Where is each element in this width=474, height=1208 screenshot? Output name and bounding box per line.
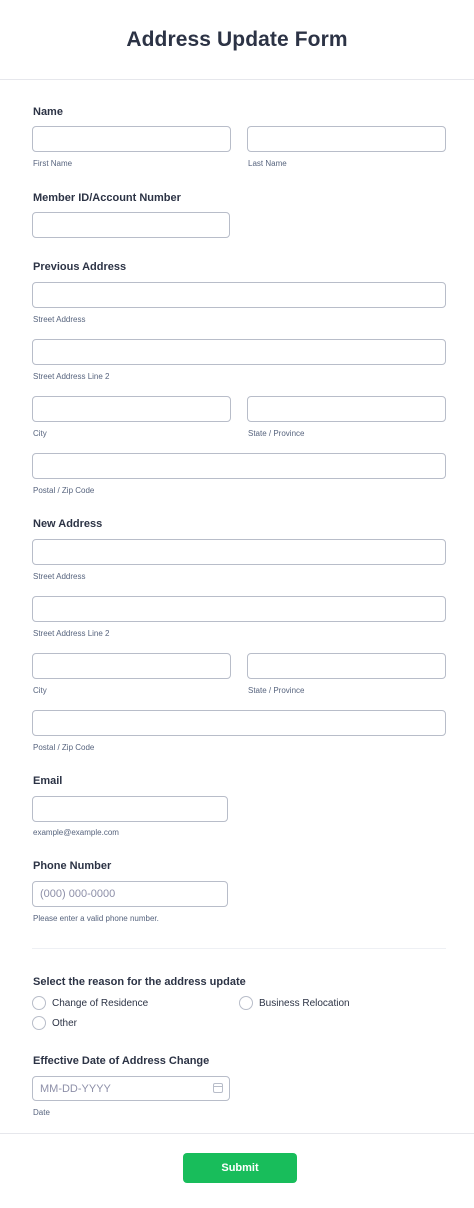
phone-sublabel: Please enter a valid phone number. <box>33 914 159 923</box>
previous-street-sublabel: Street Address <box>33 315 86 324</box>
new-street2-input[interactable] <box>32 596 446 622</box>
new-street2-sublabel: Street Address Line 2 <box>33 629 110 638</box>
phone-label: Phone Number <box>33 860 112 872</box>
previous-postal-input[interactable] <box>32 453 446 479</box>
email-input[interactable] <box>32 796 228 822</box>
member-id-input[interactable] <box>32 212 230 238</box>
radio-label: Business Relocation <box>259 997 350 1009</box>
name-label: Name <box>33 106 63 118</box>
new-address-label: New Address <box>33 518 103 530</box>
calendar-icon[interactable] <box>213 1083 223 1093</box>
effective-date-label: Effective Date of Address Change <box>33 1055 210 1067</box>
reason-label: Select the reason for the address update <box>33 976 246 988</box>
form-title: Address Update Form <box>126 27 348 51</box>
previous-state-input[interactable] <box>247 396 446 422</box>
date-sublabel: Date <box>33 1108 50 1117</box>
radio-circle[interactable] <box>239 996 253 1010</box>
date-field[interactable] <box>32 1076 230 1101</box>
first-name-input[interactable] <box>32 126 231 152</box>
member-id-label: Member ID/Account Number <box>33 192 181 204</box>
new-state-input[interactable] <box>247 653 446 679</box>
previous-city-sublabel: City <box>33 429 47 438</box>
new-postal-input[interactable] <box>32 710 446 736</box>
section-divider <box>32 948 446 949</box>
last-name-sublabel: Last Name <box>248 159 287 168</box>
radio-circle[interactable] <box>32 996 46 1010</box>
new-street-sublabel: Street Address <box>33 572 86 581</box>
new-street-input[interactable] <box>32 539 446 565</box>
submit-button[interactable]: Submit <box>183 1153 297 1183</box>
previous-street-input[interactable] <box>32 282 446 308</box>
date-input[interactable] <box>32 1076 230 1101</box>
previous-city-input[interactable] <box>32 396 231 422</box>
new-city-input[interactable] <box>32 653 231 679</box>
previous-address-label: Previous Address <box>33 261 127 273</box>
email-label: Email <box>33 775 63 787</box>
footer-divider <box>0 1133 474 1134</box>
previous-postal-sublabel: Postal / Zip Code <box>33 486 95 495</box>
previous-street2-input[interactable] <box>32 339 446 365</box>
first-name-sublabel: First Name <box>33 159 73 168</box>
phone-input[interactable] <box>32 881 228 907</box>
radio-business-relocation[interactable] <box>239 996 350 1010</box>
radio-other[interactable] <box>32 1016 77 1030</box>
radio-circle[interactable] <box>32 1016 46 1030</box>
new-postal-sublabel: Postal / Zip Code <box>33 743 95 752</box>
new-city-sublabel: City <box>33 686 47 695</box>
last-name-input[interactable] <box>247 126 446 152</box>
previous-state-sublabel: State / Province <box>248 429 305 438</box>
radio-change-of-residence[interactable] <box>32 996 148 1010</box>
previous-street2-sublabel: Street Address Line 2 <box>33 372 110 381</box>
new-state-sublabel: State / Province <box>248 686 305 695</box>
email-sublabel: example@example.com <box>33 828 119 837</box>
radio-label: Change of Residence <box>52 997 149 1009</box>
radio-label: Other <box>52 1017 78 1029</box>
form-header <box>0 0 474 80</box>
